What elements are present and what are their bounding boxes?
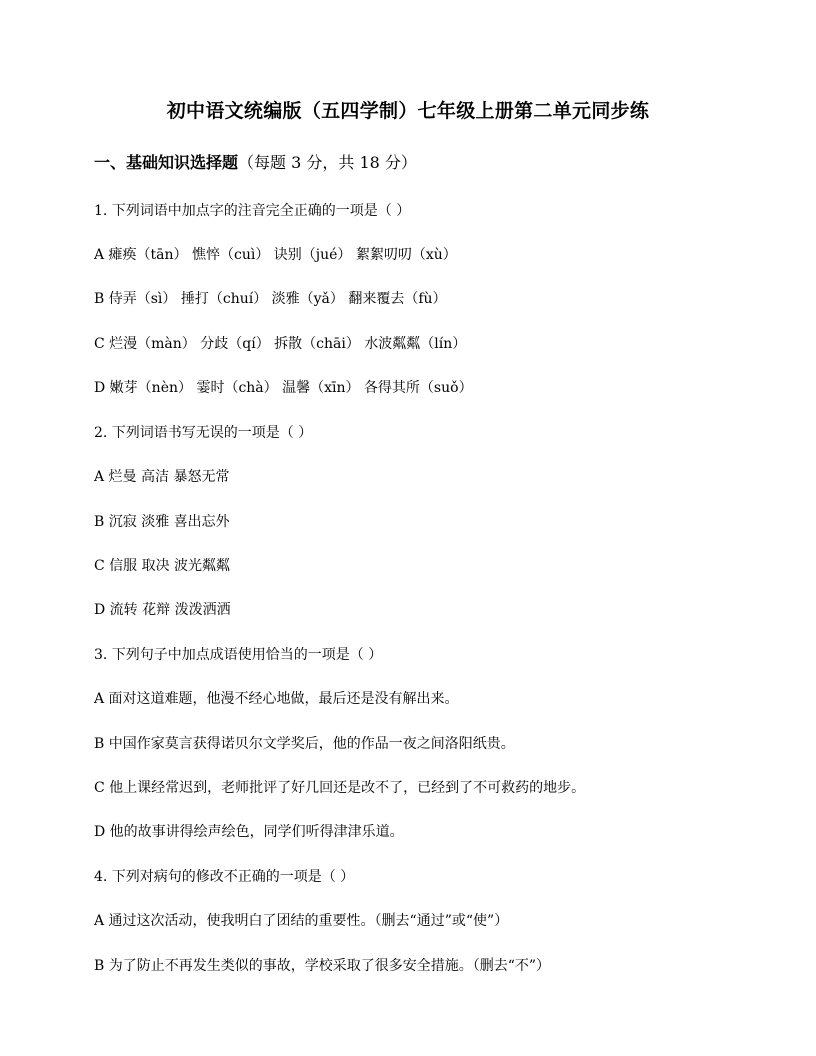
question-4-option-b: B 为了防止不再发生类似的事故，学校采取了很多安全措施。（删去“不”）: [94, 958, 551, 974]
question-3-option-d: D 他的故事讲得绘声绘色，同学们听得津津乐道。: [94, 824, 404, 840]
question-1-option-c: C 烂漫（màn） 分歧（qí） 拆散（chāi） 水波粼粼（lín）: [94, 336, 467, 352]
question-1-option-d: D 嫩芽（nèn） 霎时（chà） 温馨（xīn） 各得其所（suǒ）: [94, 380, 473, 396]
question-2-option-a: A 烂曼 高洁 暴怒无常: [94, 469, 230, 485]
page-title: 初中语文统编版（五四学制）七年级上册第二单元同步练: [166, 100, 650, 122]
question-1-option-a: A 瘫痪（tān） 憔悴（cuì） 诀别（jué） 絮絮叨叨（xù）: [94, 247, 457, 263]
question-2-option-b: B 沉寂 淡雅 喜出忘外: [94, 514, 230, 530]
question-1-option-b: B 侍弄（sì） 捶打（chuí） 淡雅（yǎ） 翻来覆去（fù）: [94, 291, 447, 307]
question-2-stem: 2. 下列词语书写无误的一项是（ ）: [94, 425, 313, 441]
question-2-option-d: D 流转 花辩 泼泼洒洒: [94, 602, 231, 618]
section-heading: [94, 150, 417, 173]
section-heading-label: 一、基础知识选择题: [94, 153, 239, 172]
question-3-stem: 3. 下列句子中加点成语使用恰当的一项是（ ）: [94, 647, 383, 663]
question-4-option-a: A 通过这次活动，使我明白了团结的重要性。（删去“通过”或“使”）: [94, 913, 509, 929]
question-1-stem: 1. 下列词语中加点字的注音完全正确的一项是（ ）: [94, 203, 411, 219]
section-score-note: （每题 3 分，共 18 分）: [238, 153, 417, 172]
question-3-option-c: C 他上课经常迟到，老师批评了好几回还是改不了，已经到了不可救药的地步。: [94, 780, 586, 796]
question-2-option-c: C 信服 取决 波光粼粼: [94, 558, 231, 574]
question-3-option-b: B 中国作家莫言获得诺贝尔文学奖后，他的作品一夜之间洛阳纸贵。: [94, 736, 515, 752]
question-4-stem: 4. 下列对病句的修改不正确的一项是（ ）: [94, 869, 355, 885]
question-3-option-a: A 面对这道难题，他漫不经心地做，最后还是没有解出来。: [94, 691, 459, 707]
